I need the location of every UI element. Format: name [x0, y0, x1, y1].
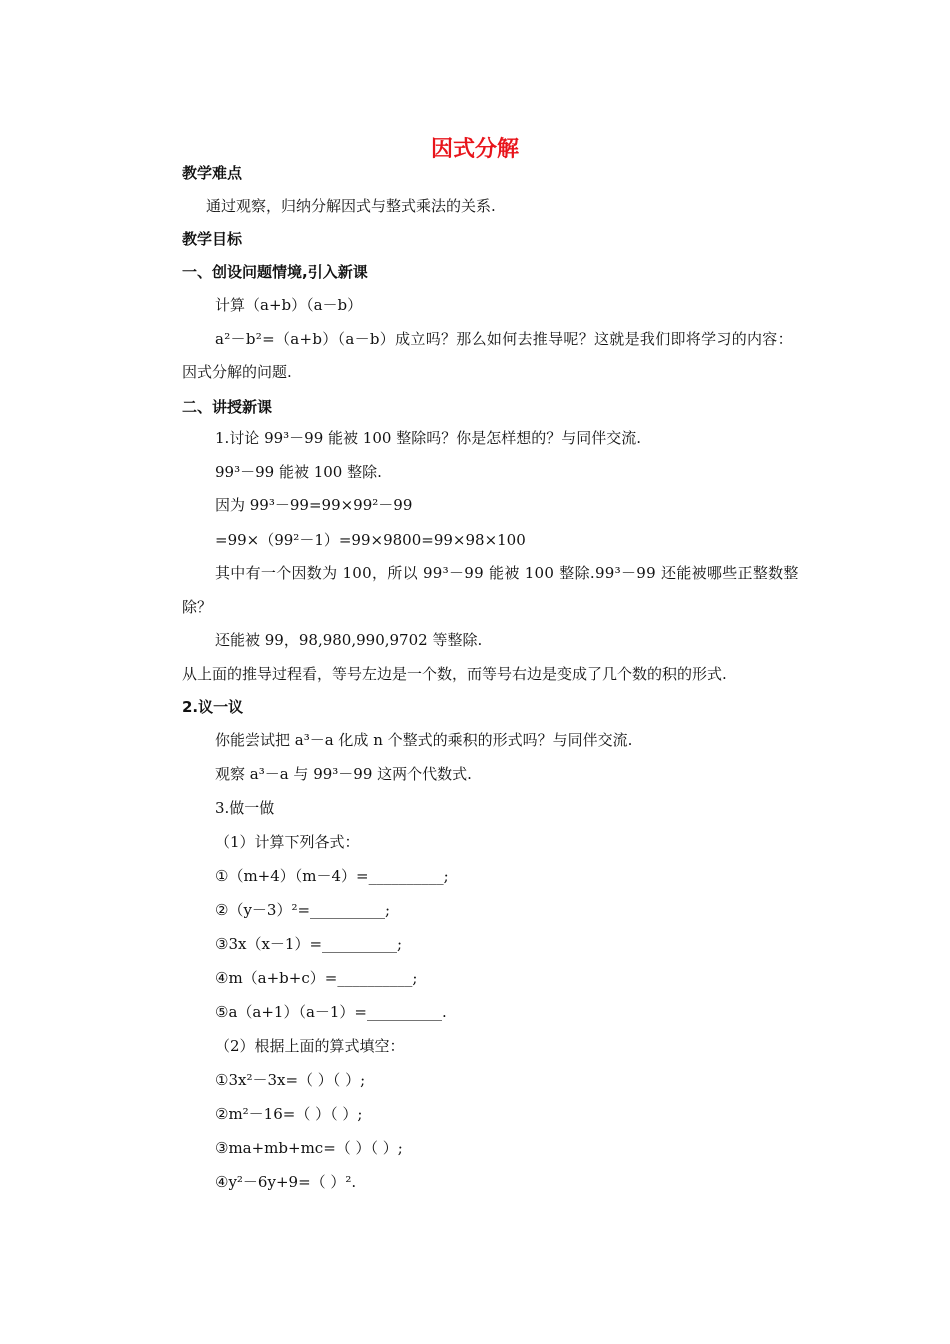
- heading-teaching-difficulty: 教学难点: [182, 164, 243, 182]
- paragraph: 其中有一个因数为 100，所以 99³－99 能被 100 整除.99³－99 还能被哪些正整数整: [215, 564, 799, 582]
- paragraph: 计算（a+b）（a－b）: [215, 296, 363, 314]
- heading-section-two: 二、讲授新课: [182, 398, 273, 416]
- paragraph: 99³－99 能被 100 整除.: [215, 463, 382, 481]
- paragraph: （1）计算下列各式：: [215, 833, 360, 851]
- paragraph: 通过观察，归纳分解因式与整式乘法的关系.: [206, 197, 496, 215]
- paragraph: 除？: [182, 598, 213, 616]
- exercise-item: ②（y－3）²=__________;: [215, 901, 391, 919]
- exercise-item: ③3x（x－1）=__________;: [215, 935, 403, 953]
- paragraph: a²－b²=（a+b）（a－b）成立吗？那么如何去推导呢？这就是我们即将学习的内容：: [215, 330, 793, 348]
- exercise-item: ③ma+mb+mc=（ ）（ ）;: [215, 1139, 403, 1157]
- paragraph: 观察 a³－a 与 99³－99 这两个代数式.: [215, 765, 472, 783]
- paragraph: 因式分解的问题.: [182, 363, 292, 381]
- heading-teaching-goals: 教学目标: [182, 230, 243, 248]
- exercise-item: ①3x²－3x=（ ）（ ）;: [215, 1071, 366, 1089]
- paragraph: 因为 99³－99=99×99²－99: [215, 496, 413, 514]
- heading-section-one: 一、创设问题情境,引入新课: [182, 263, 368, 281]
- exercise-item: ⑤a（a+1）（a－1）=__________.: [215, 1003, 447, 1021]
- exercise-item: ①（m+4）（m－4）=__________;: [215, 867, 449, 885]
- paragraph: 从上面的推导过程看，等号左边是一个数，而等号右边是变成了几个数的积的形式.: [182, 665, 727, 683]
- paragraph: =99×（99²－1）=99×9800=99×98×100: [215, 531, 526, 549]
- exercise-item: ②m²－16=（ ）（ ）;: [215, 1105, 363, 1123]
- paragraph: 3.做一做: [215, 799, 275, 817]
- paragraph: 1.讨论 99³－99 能被 100 整除吗？你是怎样想的？与同伴交流.: [215, 429, 641, 447]
- paragraph: （2）根据上面的算式填空：: [215, 1037, 405, 1055]
- paragraph: 还能被 99，98,980,990,9702 等整除.: [215, 631, 483, 649]
- exercise-item: ④y²－6y+9=（ ）².: [215, 1173, 357, 1191]
- paragraph: 你能尝试把 a³－a 化成 n 个整式的乘积的形式吗？与同伴交流.: [215, 731, 633, 749]
- exercise-item: ④m（a+b+c）=__________;: [215, 969, 418, 987]
- heading-discuss: 2.议一议: [182, 698, 244, 716]
- document-title: 因式分解: [430, 137, 519, 162]
